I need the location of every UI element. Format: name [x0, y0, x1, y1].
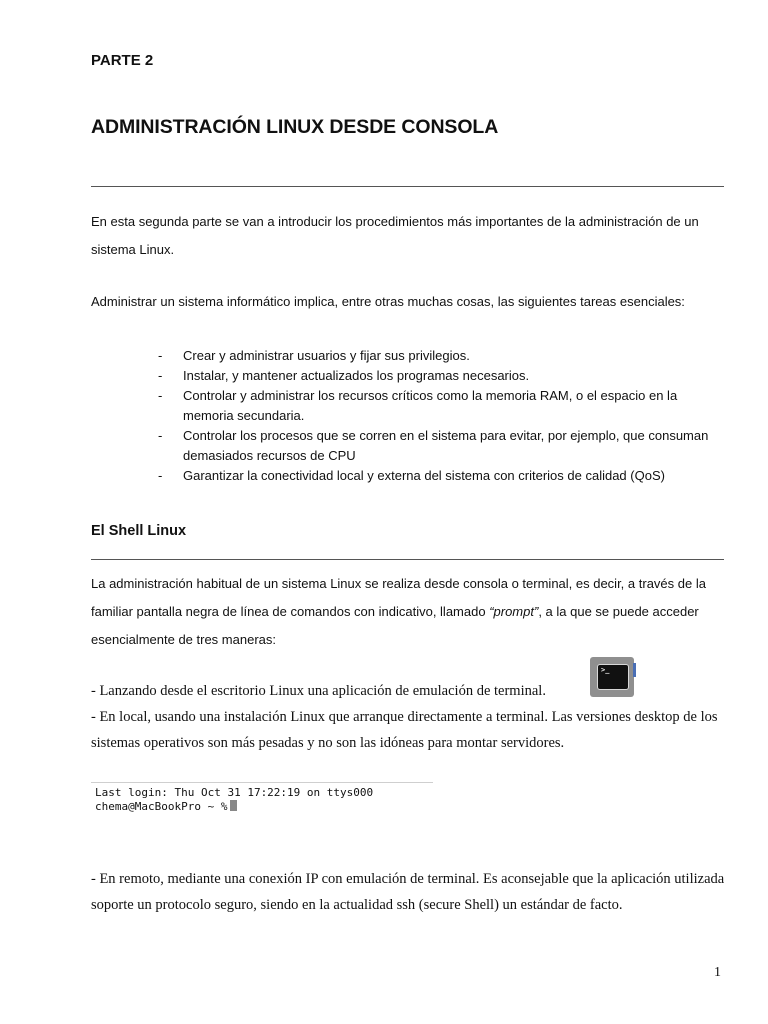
terminal-output [91, 783, 433, 814]
document-title: ADMINISTRACIÓN LINUX DESDE CONSOLA [91, 116, 499, 138]
bullet-dash: - [158, 368, 163, 383]
bullet-dash: - [158, 348, 163, 363]
access-way-2: - En local, usando una instalación Linux que arranque directamente a terminal. Las versiones desktop de los sistemas operativos son más pesadas y no son las idóneas para montar servidores. [91, 709, 718, 751]
bullet-dash: - [158, 388, 163, 403]
tasks-list [158, 346, 728, 486]
terminal-line-1: Last login: Thu Oct 31 17:22:19 on ttys000 [95, 786, 374, 799]
terminal-app-icon [590, 657, 634, 697]
shell-paragraph: La administración habitual de un sistema Linux se realiza desde consola o terminal, es decir, a través de la familiar pantalla negra de línea de comandos con indicativo, llamado “prompt”, a la que se puede acceder esencialmente de tres maneras: [91, 576, 706, 647]
list-item: - Garantizar la conectividad local y externa del sistema con criterios de calidad (QoS) [158, 466, 728, 486]
access-way-1: - Lanzando desde el escritorio Linux una aplicación de emulación de terminal. [91, 683, 546, 699]
section-divider [91, 559, 724, 560]
terminal-icon-edge [633, 663, 636, 677]
terminal-cursor [230, 800, 237, 811]
access-way-3: - En remoto, mediante una conexión IP con emulación de terminal. Es aconsejable que la aplicación utilizada soporte un protocolo seguro, siendo en la actualidad ssh (secure Shell) un estándar de facto. [91, 871, 725, 913]
bullet-dash: - [158, 468, 163, 483]
terminal-icon-screen [597, 664, 629, 690]
terminal-screenshot [91, 782, 433, 835]
list-item: - Controlar y administrar los recursos críticos como la memoria RAM, o el espacio en la memoria secundaria. [158, 388, 678, 423]
title-divider [91, 186, 724, 187]
list-item: - Crear y administrar usuarios y fijar sus privilegios. [158, 346, 728, 366]
terminal-line-2: chema@MacBookPro ~ % [95, 800, 228, 813]
bullet-dash: - [158, 428, 163, 443]
part-label: PARTE 2 [91, 52, 154, 69]
intro-paragraph-1: En esta segunda parte se van a introducir los procedimientos más importantes de la administración de un sistema Linux. [91, 214, 699, 257]
page-number: 1 [714, 965, 721, 980]
list-item: - Instalar, y mantener actualizados los programas necesarios. [158, 366, 728, 386]
terminal-icon-prompt: >_ [601, 666, 610, 674]
intro-paragraph-2: Administrar un sistema informático implica, entre otras muchas cosas, las siguientes tareas esenciales: [91, 294, 685, 309]
prompt-term: “prompt” [489, 604, 539, 619]
list-item: - Controlar los procesos que se corren en el sistema para evitar, por ejemplo, que consuman demasiados recursos de CPU [158, 428, 709, 463]
section-heading-shell: El Shell Linux [91, 523, 187, 539]
